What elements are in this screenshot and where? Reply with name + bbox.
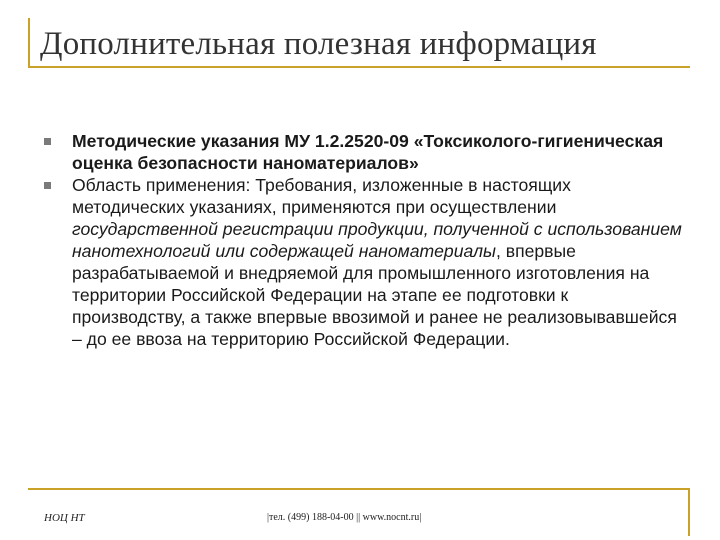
footer-contacts: |тел. (499) 188-04-00 || www.nocnt.ru| [267,512,422,523]
title-accent-line-vertical [28,18,30,66]
scope-text-part-1: Область применения: Требования, изложенные в настоящих методических указаниях, применяются при осуществлении [72,175,571,217]
square-bullet-icon [44,182,51,189]
bullet-item-scope [44,174,684,350]
scope-text-italic: государственной регистрации продукции, полученной с использованием нанотехнологий или содержащей наноматериалы [72,219,682,261]
title-accent-line-horizontal [28,66,690,68]
bullet-list [44,130,684,350]
square-bullet-icon [44,138,51,145]
bullet-item-guidelines [44,130,684,174]
guidelines-title: Методические указания МУ 1.2.2520-09 «Токсиколого-гигиеническая оценка безопасности наноматериалов» [72,131,664,173]
footer-accent-line-horizontal [28,488,690,490]
slide-title: Дополнительная полезная информация [40,26,597,62]
scope-text-part-2: , впервые разрабатываемой и внедряемой для промышленного изготовления на территории Российской Федерации на этапе ее подготовки к производству, а также впервые ввозимой и ранее не реализовывавшейся – до ее ввоза на территорию Российской Федерации. [72,241,677,349]
footer-accent-line-vertical [688,488,690,536]
footer-organization: НОЦ НТ [44,512,85,524]
